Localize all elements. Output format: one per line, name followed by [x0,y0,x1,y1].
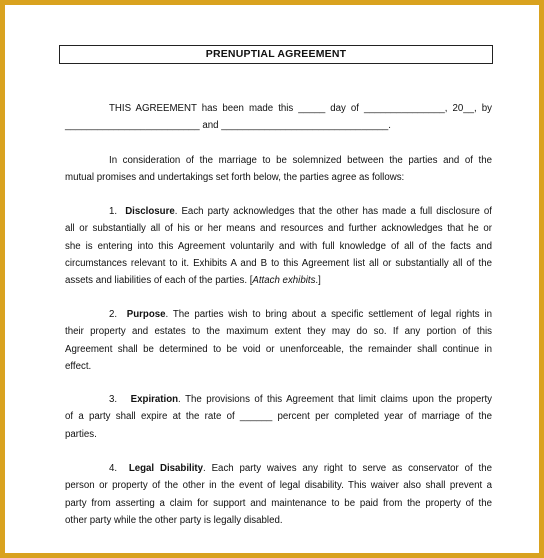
section-line: . Each party acknowledges that the other has made a full disclosure of [174,206,492,217]
recital-line-2: mutual promises and undertakings set forth below, the parties agree as follows: [65,172,405,184]
section-number: 2. [109,309,118,320]
section-1-first-line [65,203,492,220]
intro-paragraph [65,100,492,135]
section-line: their property and estates to the maximum extent they may do so. If any portion of this [65,326,492,338]
section-line: all or substantially all of his or her means and resources and further acknowledges that he or [65,223,492,235]
section-heading: Disclosure [125,206,175,217]
section-line: assets and liabilities of each of the parties. [ [65,275,253,287]
intro-line-1: THIS AGREEMENT has been made this _____ day of _______________, 20__, by [109,103,492,114]
section-3-first-line [65,391,492,408]
section-line: Agreement shall be determined to be void or unenforceable, the remainder shall continue in [65,343,492,355]
section-line: . Each party waives any right to serve as conservator of the [203,463,493,474]
section-line: she is entering into this Agreement voluntarily and with full knowledge of all of the facts and [65,240,492,252]
section-line: party from asserting a claim for support and maintenance to be paid from the property of the [65,497,492,509]
document-title: PRENUPTIAL AGREEMENT [59,45,493,64]
section-line: effect. [65,360,92,372]
section-legal-disability [65,460,492,529]
note-close: .] [315,275,321,287]
section-line: . The provisions of this Agreement that limit claims upon the property [178,394,492,405]
section-heading: Purpose [126,309,166,320]
intro-line-2: _________________________ and _______________________________. [65,120,391,132]
exhibit-note: Attach exhibits [252,275,316,287]
section-line: circumstances relevant to it. Exhibits A and B to this Agreement list all or substantially all of the [65,257,492,269]
section-heading: Expiration [130,394,179,405]
section-heading: Legal Disability [128,463,204,474]
section-line: person or property of the other in the event of legal disability. This waiver also shall prevent a [65,480,492,492]
section-last-line [65,272,492,289]
section-number: 1. [109,206,118,217]
document-page [5,5,539,553]
section-line: . The parties wish to bring about a specific settlement of legal rights in [165,309,492,320]
section-line: parties. [65,428,97,440]
section-4-first-line [65,460,492,477]
section-number: 4. [109,463,118,474]
section-expiration [65,391,492,443]
recital-paragraph [65,152,492,187]
section-number: 3. [109,394,118,405]
recital-line-1: In consideration of the marriage to be solemnized between the parties and of the [109,155,492,166]
section-line: other party while the other party is legally disabled. [65,514,283,526]
section-disclosure [65,203,492,289]
section-2-first-line [65,306,492,323]
section-line: of a party shall expire at the rate of ______ percent per completed year of marriage of the [65,411,492,423]
section-purpose [65,306,492,375]
